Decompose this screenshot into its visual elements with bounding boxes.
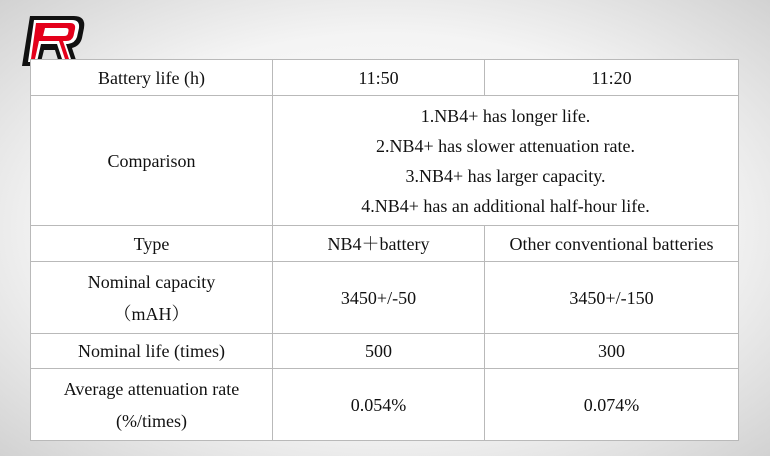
attenuation-nb4: 0.054% [273,369,485,441]
nominal-life-label: Nominal life (times) [31,334,273,369]
nominal-capacity-label-line1: Nominal capacity [87,271,216,292]
attenuation-other: 0.074% [485,369,739,441]
row-battery-life [31,60,739,96]
nominal-capacity-label-line2: （mAH） [113,303,190,324]
battery-life-other: 11:20 [485,60,739,96]
nominal-capacity-other: 3450+/-150 [485,262,739,334]
type-nb4: NB4＋battery [273,226,485,262]
nominal-capacity-nb4: 3450+/-50 [273,262,485,334]
row-attenuation [31,369,739,441]
row-comparison [31,96,739,226]
type-label: Type [31,226,273,262]
attenuation-label [31,369,273,441]
row-nominal-life [31,334,739,369]
attenuation-label-line2: (%/times) [116,410,187,431]
comparison-point-2: 2.NB4+ has slower attenuation rate. [375,135,636,156]
row-nominal-capacity [31,262,739,334]
nominal-capacity-label [31,262,273,334]
comparison-point-4: 4.NB4+ has an additional half-hour life. [361,195,650,216]
row-type [31,226,739,262]
nominal-life-nb4: 500 [273,334,485,369]
battery-life-nb4: 11:50 [273,60,485,96]
comparison-point-1: 1.NB4+ has longer life. [420,105,591,126]
nominal-life-other: 300 [485,334,739,369]
battery-life-label: Battery life (h) [31,60,273,96]
comparison-label: Comparison [31,96,273,226]
attenuation-label-line1: Average attenuation rate [63,378,240,399]
comparison-points [273,96,739,226]
type-other: Other conventional batteries [485,226,739,262]
spec-table [30,59,739,441]
comparison-point-3: 3.NB4+ has larger capacity. [405,165,606,186]
